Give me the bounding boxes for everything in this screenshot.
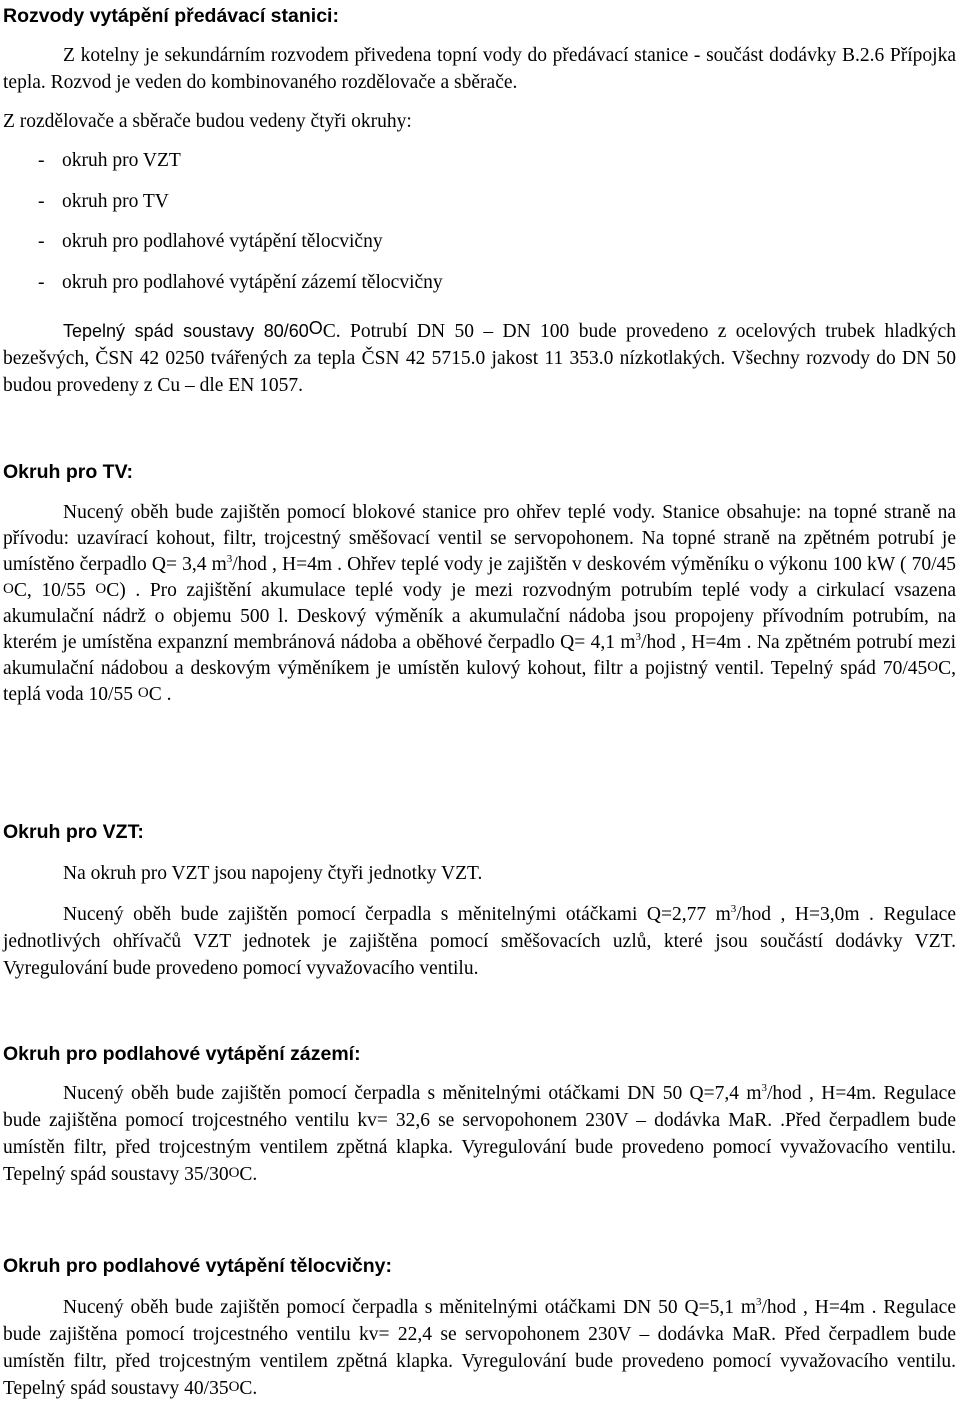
copper-distribution-note: Všechny rozvody do DN 50 budou provedeny z Cu – dle EN 1057. [3, 348, 957, 396]
paragraph-vzt-units: Na okruh pro VZT jsou napojeny čtyři jednotky VZT. [63, 863, 483, 884]
heading-okruh-telocvicna: Okruh pro podlahové vytápění tělocvičny: [3, 1255, 393, 1277]
paragraph-telocvicna: Nucený oběh bude zajištěn pomocí čerpadla s měnitelnými otáčkami DN 50 Q=5,1 $m^3$/hod , H=4m . Regulace bude zajištěna pomocí trojcestného ventilu kv= 22,4 se servopohonem 230V – dodávka MaR. Před čerpadlem bude umístěn filtr, před trojcestným ventilem zpětná klapka. Vyregulování bude provedeno pomocí vyvažovacího ventilu. Tepelný spád soustavy 40/35OC. [3, 1296, 956, 1399]
paragraph-tv: Nucený oběh bude zajištěn pomocí blokové stanice pro ohřev teplé vody. Stanice obsahuje: na topné straně na přívodu: uzavírací kohout, filtr, trojcestný směšovací ventil se servopohonem. Na topné straně na zpětném potrubí je umístěno čerpadlo Q= 3,4 $m^3$/hod , H=4m . Ohřev teplé vody je zajištěn v deskovém výměníku o výkonu 100 kW ( 70/45 OC, 10/55 OC) . Pro zajištění akumulace teplé vody je mezi rozvodným potrubím teplé vody a cirkulací vsazena akumulační nádrž o objemu 500 l. Deskový výměník a akumulační nádoba jsou propojeny přívodním potrubím, na kterém je umístěna expanzní membránová nádoba a oběhové čerpadlo Q= 4,1 $m^3$/hod , H=4m . Na zpětném potrubí mezi akumulační nádobou a deskovým výměníkem je umístěn kulový kohout, filtr a pojistný ventil. Tepelný spád 70/45OC, teplá voda 10/55 OC . [3, 502, 956, 705]
heading-predavaci-stanice: Rozvody vytápění předávací stanici: [3, 5, 339, 27]
list-item: - okruh pro podlahové vytápění tělocvičny [38, 230, 443, 271]
heading-okruh-tv: Okruh pro TV: [3, 461, 134, 483]
paragraph-vzt: Nucený oběh bude zajištěn pomocí čerpadla s měnitelnými otáčkami Q=2,77 $m^3$/hod , H=3,0m . Regulace jednotlivých ohřívačů VZT jednotek je zajištěna pomocí směšovacích uzlů, které jsou součástí dodávky VZT. Vyregulování bude provedeno pomocí vyvažovacího ventilu. [3, 903, 956, 979]
list-item: - okruh pro podlahové vytápění zázemí tělocvičny [38, 271, 443, 312]
heat-gradient-label: Tepelný spád soustavy 80/60 [63, 321, 309, 341]
degree-sign: O [308, 318, 323, 338]
paragraph-intro: Z kotelny je sekundárním rozvodem přivedena topní vody do předávací stanice - součást dodávky B.2.6 Přípojka tepla. Rozvod je veden do kombinovaného rozdělovače a sběrače. [3, 45, 956, 93]
piping-spec: Potrubí DN 50 – DN 100 bude provedeno z ocelových trubek hladkých bezešvých, ČSN 42 0250 tvářených za tepla ČSN 42 5715.0 jakost 11 353.0 nízkotlakých. [3, 321, 957, 369]
heading-okruh-vzt: Okruh pro VZT: [3, 821, 144, 843]
heading-okruh-zazemi: Okruh pro podlahové vytápění zázemí: [3, 1043, 361, 1065]
list-item: - okruh pro TV [38, 190, 443, 231]
heat-gradient-unit: C. [322, 321, 341, 342]
list-intro: Z rozdělovače a sběrače budou vedeny čtyři okruhy: [3, 111, 412, 132]
list-item: - okruh pro VZT [38, 149, 443, 190]
circuit-list [38, 149, 443, 311]
paragraph-zazemi: Nucený oběh bude zajištěn pomocí čerpadla s měnitelnými otáčkami DN 50 Q=7,4 $m^3$/hod , H=4m. Regulace bude zajištěna pomocí trojcestného ventilu kv= 32,6 se servopohonem 230V – dodávka MaR. .Před čerpadlem bude umístěn filtr, před trojcestným ventilem zpětná klapka. Vyregulování bude provedeno pomocí vyvažovacího ventilu. Tepelný spád soustavy 35/30OC. [3, 1082, 956, 1185]
paragraph-piping [3, 318, 956, 399]
